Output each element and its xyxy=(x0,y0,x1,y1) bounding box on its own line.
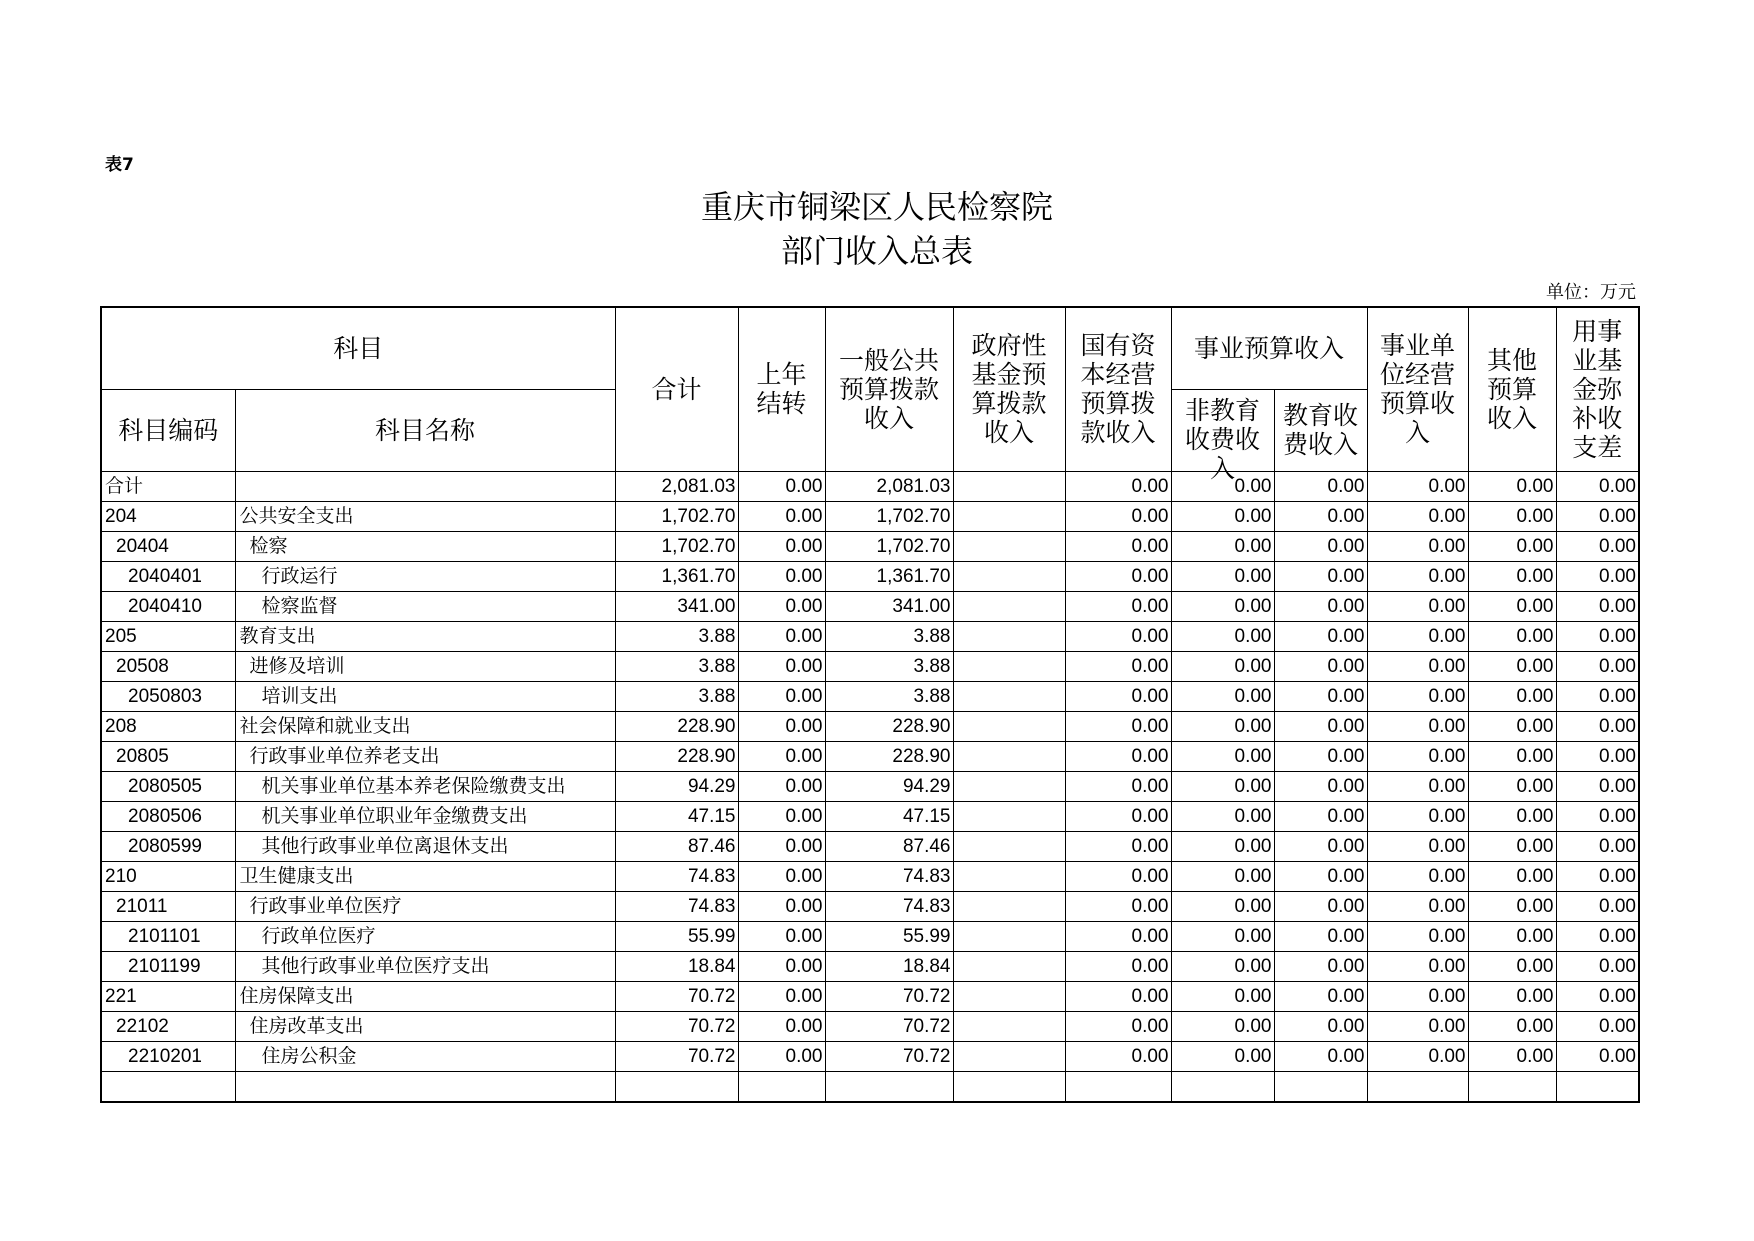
cell-gov-fund xyxy=(953,651,1065,681)
header-fund-makeup: 用事业基金弥补收支差 xyxy=(1556,307,1639,471)
cell-name: 机关事业单位基本养老保险缴费支出 xyxy=(235,771,615,801)
cell-state-capital: 0.00 xyxy=(1065,801,1171,831)
cell-state-capital: 0.00 xyxy=(1065,561,1171,591)
cell-total: 1,702.70 xyxy=(615,531,738,561)
cell-edu: 0.00 xyxy=(1274,531,1367,561)
cell-total: 1,361.70 xyxy=(615,561,738,591)
cell-carryover: 0.00 xyxy=(738,801,825,831)
cell-other: 0.00 xyxy=(1468,561,1556,591)
cell-other: 0.00 xyxy=(1468,1011,1556,1041)
header-name: 科目名称 xyxy=(235,389,615,471)
cell-non-edu: 0.00 xyxy=(1171,561,1274,591)
cell-fund-makeup: 0.00 xyxy=(1556,981,1639,1011)
cell-unit-operation: 0.00 xyxy=(1367,951,1468,981)
cell-general: 70.72 xyxy=(825,1041,953,1071)
cell-name xyxy=(235,471,615,501)
cell-name: 进修及培训 xyxy=(235,651,615,681)
cell-edu: 0.00 xyxy=(1274,711,1367,741)
cell-fund-makeup: 0.00 xyxy=(1556,771,1639,801)
cell-carryover: 0.00 xyxy=(738,531,825,561)
cell-code: 20404 xyxy=(101,531,235,561)
cell-non-edu: 0.00 xyxy=(1171,501,1274,531)
cell-name: 社会保障和就业支出 xyxy=(235,711,615,741)
cell-unit-operation: 0.00 xyxy=(1367,561,1468,591)
cell-name xyxy=(235,1071,615,1102)
cell-carryover: 0.00 xyxy=(738,591,825,621)
cell-carryover: 0.00 xyxy=(738,621,825,651)
income-summary-table xyxy=(100,306,1640,1103)
cell-non-edu: 0.00 xyxy=(1171,921,1274,951)
cell-non-edu: 0.00 xyxy=(1171,831,1274,861)
cell-edu: 0.00 xyxy=(1274,981,1367,1011)
cell-state-capital: 0.00 xyxy=(1065,831,1171,861)
cell-other: 0.00 xyxy=(1468,891,1556,921)
cell-total: 3.88 xyxy=(615,621,738,651)
cell-general: 3.88 xyxy=(825,621,953,651)
cell-edu: 0.00 xyxy=(1274,591,1367,621)
cell-name: 住房公积金 xyxy=(235,1041,615,1071)
cell-name: 检察监督 xyxy=(235,591,615,621)
header-business-income: 事业预算收入 xyxy=(1171,307,1367,389)
table-row xyxy=(101,771,1639,801)
cell-state-capital: 0.00 xyxy=(1065,891,1171,921)
cell-edu: 0.00 xyxy=(1274,651,1367,681)
cell-state-capital: 0.00 xyxy=(1065,861,1171,891)
cell-carryover: 0.00 xyxy=(738,681,825,711)
cell-total: 2,081.03 xyxy=(615,471,738,501)
cell-general: 70.72 xyxy=(825,981,953,1011)
cell-fund-makeup: 0.00 xyxy=(1556,651,1639,681)
cell-carryover: 0.00 xyxy=(738,471,825,501)
cell-code: 2080599 xyxy=(101,831,235,861)
table-row xyxy=(101,711,1639,741)
cell-state-capital: 0.00 xyxy=(1065,501,1171,531)
table-row xyxy=(101,531,1639,561)
cell-other: 0.00 xyxy=(1468,801,1556,831)
cell-carryover: 0.00 xyxy=(738,711,825,741)
cell-gov-fund xyxy=(953,921,1065,951)
cell-edu: 0.00 xyxy=(1274,801,1367,831)
cell-fund-makeup: 0.00 xyxy=(1556,591,1639,621)
cell-fund-makeup: 0.00 xyxy=(1556,801,1639,831)
cell-carryover: 0.00 xyxy=(738,501,825,531)
cell-gov-fund xyxy=(953,501,1065,531)
cell-carryover: 0.00 xyxy=(738,981,825,1011)
table-row xyxy=(101,1011,1639,1041)
cell-other: 0.00 xyxy=(1468,831,1556,861)
table-row xyxy=(101,831,1639,861)
cell-total: 74.83 xyxy=(615,891,738,921)
cell-gov-fund xyxy=(953,561,1065,591)
cell-carryover: 0.00 xyxy=(738,741,825,771)
cell-fund-makeup: 0.00 xyxy=(1556,681,1639,711)
cell-code: 2210201 xyxy=(101,1041,235,1071)
table-row xyxy=(101,681,1639,711)
cell-fund-makeup: 0.00 xyxy=(1556,951,1639,981)
cell-state-capital: 0.00 xyxy=(1065,1041,1171,1071)
cell-state-capital: 0.00 xyxy=(1065,951,1171,981)
cell-code: 2040410 xyxy=(101,591,235,621)
cell-gov-fund xyxy=(953,621,1065,651)
cell-unit-operation: 0.00 xyxy=(1367,591,1468,621)
cell-other: 0.00 xyxy=(1468,681,1556,711)
cell-total: 47.15 xyxy=(615,801,738,831)
header-gov-fund: 政府性基金预算拨款收入 xyxy=(953,307,1065,471)
header-carryover: 上年结转 xyxy=(738,307,825,471)
table-row xyxy=(101,951,1639,981)
cell-non-edu: 0.00 xyxy=(1171,1041,1274,1071)
cell-carryover: 0.00 xyxy=(738,891,825,921)
cell-gov-fund xyxy=(953,711,1065,741)
cell-carryover: 0.00 xyxy=(738,771,825,801)
cell-unit-operation: 0.00 xyxy=(1367,621,1468,651)
cell-state-capital: 0.00 xyxy=(1065,681,1171,711)
cell-non-edu: 0.00 xyxy=(1171,621,1274,651)
cell-non-edu: 0.00 xyxy=(1171,681,1274,711)
cell-fund-makeup: 0.00 xyxy=(1556,471,1639,501)
cell-edu: 0.00 xyxy=(1274,891,1367,921)
cell-unit-operation: 0.00 xyxy=(1367,861,1468,891)
cell-total: 70.72 xyxy=(615,1011,738,1041)
table-row xyxy=(101,621,1639,651)
cell-edu: 0.00 xyxy=(1274,831,1367,861)
table-row xyxy=(101,591,1639,621)
cell-other: 0.00 xyxy=(1468,531,1556,561)
cell-edu: 0.00 xyxy=(1274,1011,1367,1041)
header-edu-fee: 教育收费收入 xyxy=(1274,389,1367,471)
cell-unit-operation: 0.00 xyxy=(1367,981,1468,1011)
cell-non-edu: 0.00 xyxy=(1171,951,1274,981)
cell-total: 94.29 xyxy=(615,771,738,801)
cell-other: 0.00 xyxy=(1468,981,1556,1011)
cell-code: 221 xyxy=(101,981,235,1011)
cell-non-edu: 0.00 xyxy=(1171,741,1274,771)
cell-non-edu: 0.00 xyxy=(1171,891,1274,921)
table-row xyxy=(101,921,1639,951)
table-row xyxy=(101,741,1639,771)
cell-name: 行政单位医疗 xyxy=(235,921,615,951)
cell-other: 0.00 xyxy=(1468,861,1556,891)
cell-unit-operation: 0.00 xyxy=(1367,501,1468,531)
cell-name: 教育支出 xyxy=(235,621,615,651)
cell-other xyxy=(1468,1071,1556,1102)
cell-general: 47.15 xyxy=(825,801,953,831)
cell-code: 2040401 xyxy=(101,561,235,591)
cell-general: 228.90 xyxy=(825,741,953,771)
cell-non-edu: 0.00 xyxy=(1171,981,1274,1011)
cell-edu: 0.00 xyxy=(1274,861,1367,891)
cell-fund-makeup: 0.00 xyxy=(1556,831,1639,861)
cell-non-edu: 0.00 xyxy=(1171,1011,1274,1041)
cell-gov-fund xyxy=(953,951,1065,981)
cell-edu: 0.00 xyxy=(1274,741,1367,771)
cell-code: 22102 xyxy=(101,1011,235,1041)
cell-general xyxy=(825,1071,953,1102)
table-row xyxy=(101,981,1639,1011)
cell-total: 3.88 xyxy=(615,681,738,711)
cell-other: 0.00 xyxy=(1468,471,1556,501)
cell-code: 2080506 xyxy=(101,801,235,831)
cell-gov-fund xyxy=(953,531,1065,561)
cell-edu: 0.00 xyxy=(1274,921,1367,951)
cell-edu: 0.00 xyxy=(1274,771,1367,801)
cell-unit-operation: 0.00 xyxy=(1367,531,1468,561)
cell-unit-operation: 0.00 xyxy=(1367,741,1468,771)
table-row xyxy=(101,1041,1639,1071)
cell-general: 1,702.70 xyxy=(825,531,953,561)
cell-non-edu xyxy=(1171,1071,1274,1102)
cell-code: 2101101 xyxy=(101,921,235,951)
cell-fund-makeup: 0.00 xyxy=(1556,711,1639,741)
cell-fund-makeup: 0.00 xyxy=(1556,1041,1639,1071)
table-row xyxy=(101,891,1639,921)
cell-state-capital xyxy=(1065,1071,1171,1102)
cell-edu: 0.00 xyxy=(1274,1041,1367,1071)
cell-name: 行政事业单位医疗 xyxy=(235,891,615,921)
cell-name: 公共安全支出 xyxy=(235,501,615,531)
cell-state-capital: 0.00 xyxy=(1065,741,1171,771)
cell-other: 0.00 xyxy=(1468,771,1556,801)
table-number: 表7 xyxy=(105,155,134,175)
cell-code: 合计 xyxy=(101,471,235,501)
cell-carryover: 0.00 xyxy=(738,651,825,681)
cell-name: 其他行政事业单位离退休支出 xyxy=(235,831,615,861)
cell-edu xyxy=(1274,1071,1367,1102)
cell-total: 70.72 xyxy=(615,981,738,1011)
cell-general: 2,081.03 xyxy=(825,471,953,501)
cell-unit-operation: 0.00 xyxy=(1367,1041,1468,1071)
cell-total: 70.72 xyxy=(615,1041,738,1071)
cell-non-edu: 0.00 xyxy=(1171,471,1274,501)
cell-general: 3.88 xyxy=(825,681,953,711)
cell-edu: 0.00 xyxy=(1274,681,1367,711)
cell-gov-fund xyxy=(953,801,1065,831)
cell-name: 培训支出 xyxy=(235,681,615,711)
table-row xyxy=(101,561,1639,591)
cell-non-edu: 0.00 xyxy=(1171,591,1274,621)
header-non-edu-fee: 非教育收费收入 xyxy=(1171,389,1274,471)
cell-fund-makeup: 0.00 xyxy=(1556,531,1639,561)
cell-non-edu: 0.00 xyxy=(1171,771,1274,801)
header-unit-operation: 事业单位经营预算收入 xyxy=(1367,307,1468,471)
cell-total: 228.90 xyxy=(615,741,738,771)
cell-name: 住房保障支出 xyxy=(235,981,615,1011)
cell-non-edu: 0.00 xyxy=(1171,861,1274,891)
cell-general: 1,361.70 xyxy=(825,561,953,591)
cell-code: 2050803 xyxy=(101,681,235,711)
cell-unit-operation: 0.00 xyxy=(1367,711,1468,741)
cell-total: 1,702.70 xyxy=(615,501,738,531)
cell-edu: 0.00 xyxy=(1274,471,1367,501)
table-row xyxy=(101,471,1639,501)
cell-gov-fund xyxy=(953,681,1065,711)
cell-edu: 0.00 xyxy=(1274,501,1367,531)
table-title: 部门收入总表 xyxy=(780,232,973,270)
header-code: 科目编码 xyxy=(101,389,235,471)
cell-state-capital: 0.00 xyxy=(1065,591,1171,621)
cell-fund-makeup: 0.00 xyxy=(1556,741,1639,771)
cell-other: 0.00 xyxy=(1468,921,1556,951)
cell-fund-makeup xyxy=(1556,1071,1639,1102)
cell-carryover: 0.00 xyxy=(738,831,825,861)
table-row xyxy=(101,801,1639,831)
cell-other: 0.00 xyxy=(1468,711,1556,741)
cell-unit-operation xyxy=(1367,1071,1468,1102)
cell-other: 0.00 xyxy=(1468,651,1556,681)
cell-code: 205 xyxy=(101,621,235,651)
cell-name: 检察 xyxy=(235,531,615,561)
cell-name: 住房改革支出 xyxy=(235,1011,615,1041)
cell-general: 55.99 xyxy=(825,921,953,951)
cell-unit-operation: 0.00 xyxy=(1367,1011,1468,1041)
cell-gov-fund xyxy=(953,1071,1065,1102)
cell-code: 20508 xyxy=(101,651,235,681)
cell-state-capital: 0.00 xyxy=(1065,531,1171,561)
cell-name: 行政事业单位养老支出 xyxy=(235,741,615,771)
cell-state-capital: 0.00 xyxy=(1065,711,1171,741)
cell-name: 卫生健康支出 xyxy=(235,861,615,891)
cell-state-capital: 0.00 xyxy=(1065,621,1171,651)
cell-fund-makeup: 0.00 xyxy=(1556,921,1639,951)
cell-edu: 0.00 xyxy=(1274,561,1367,591)
cell-carryover: 0.00 xyxy=(738,1011,825,1041)
cell-general: 3.88 xyxy=(825,651,953,681)
organization-title: 重庆市铜梁区人民检察院 xyxy=(700,188,1053,226)
unit-label: 单位：万元 xyxy=(1546,282,1636,303)
cell-unit-operation: 0.00 xyxy=(1367,471,1468,501)
cell-state-capital: 0.00 xyxy=(1065,771,1171,801)
cell-other: 0.00 xyxy=(1468,501,1556,531)
cell-carryover: 0.00 xyxy=(738,561,825,591)
cell-carryover: 0.00 xyxy=(738,921,825,951)
cell-other: 0.00 xyxy=(1468,951,1556,981)
cell-total: 228.90 xyxy=(615,711,738,741)
cell-code: 21011 xyxy=(101,891,235,921)
cell-fund-makeup: 0.00 xyxy=(1556,621,1639,651)
cell-state-capital: 0.00 xyxy=(1065,471,1171,501)
cell-state-capital: 0.00 xyxy=(1065,651,1171,681)
cell-code: 208 xyxy=(101,711,235,741)
cell-other: 0.00 xyxy=(1468,741,1556,771)
cell-fund-makeup: 0.00 xyxy=(1556,501,1639,531)
cell-name: 机关事业单位职业年金缴费支出 xyxy=(235,801,615,831)
cell-code: 2080505 xyxy=(101,771,235,801)
header-other-income: 其他预算收入 xyxy=(1468,307,1556,471)
cell-gov-fund xyxy=(953,471,1065,501)
cell-state-capital: 0.00 xyxy=(1065,981,1171,1011)
cell-state-capital: 0.00 xyxy=(1065,1011,1171,1041)
cell-general: 74.83 xyxy=(825,861,953,891)
cell-carryover: 0.00 xyxy=(738,861,825,891)
cell-total: 55.99 xyxy=(615,921,738,951)
cell-fund-makeup: 0.00 xyxy=(1556,561,1639,591)
cell-other: 0.00 xyxy=(1468,1041,1556,1071)
cell-unit-operation: 0.00 xyxy=(1367,771,1468,801)
table-row xyxy=(101,651,1639,681)
cell-total: 18.84 xyxy=(615,951,738,981)
table-row xyxy=(101,1071,1639,1102)
cell-unit-operation: 0.00 xyxy=(1367,921,1468,951)
cell-gov-fund xyxy=(953,1041,1065,1071)
cell-general: 74.83 xyxy=(825,891,953,921)
cell-fund-makeup: 0.00 xyxy=(1556,1011,1639,1041)
cell-code xyxy=(101,1071,235,1102)
cell-total: 74.83 xyxy=(615,861,738,891)
cell-general: 87.46 xyxy=(825,831,953,861)
table-row xyxy=(101,501,1639,531)
cell-unit-operation: 0.00 xyxy=(1367,801,1468,831)
header-general-budget: 一般公共预算拨款收入 xyxy=(825,307,953,471)
cell-non-edu: 0.00 xyxy=(1171,801,1274,831)
cell-general: 70.72 xyxy=(825,1011,953,1041)
cell-edu: 0.00 xyxy=(1274,951,1367,981)
cell-total: 87.46 xyxy=(615,831,738,861)
cell-gov-fund xyxy=(953,831,1065,861)
cell-carryover: 0.00 xyxy=(738,1041,825,1071)
cell-non-edu: 0.00 xyxy=(1171,711,1274,741)
cell-non-edu: 0.00 xyxy=(1171,531,1274,561)
cell-gov-fund xyxy=(953,861,1065,891)
cell-unit-operation: 0.00 xyxy=(1367,831,1468,861)
cell-code: 2101199 xyxy=(101,951,235,981)
cell-gov-fund xyxy=(953,771,1065,801)
cell-total: 3.88 xyxy=(615,651,738,681)
cell-gov-fund xyxy=(953,891,1065,921)
cell-carryover xyxy=(738,1071,825,1102)
cell-name: 其他行政事业单位医疗支出 xyxy=(235,951,615,981)
cell-fund-makeup: 0.00 xyxy=(1556,861,1639,891)
table-row xyxy=(101,861,1639,891)
cell-fund-makeup: 0.00 xyxy=(1556,891,1639,921)
cell-edu: 0.00 xyxy=(1274,621,1367,651)
cell-state-capital: 0.00 xyxy=(1065,921,1171,951)
header-total: 合计 xyxy=(615,307,738,471)
cell-general: 18.84 xyxy=(825,951,953,981)
cell-code: 210 xyxy=(101,861,235,891)
cell-general: 94.29 xyxy=(825,771,953,801)
cell-other: 0.00 xyxy=(1468,591,1556,621)
cell-general: 1,702.70 xyxy=(825,501,953,531)
cell-code: 204 xyxy=(101,501,235,531)
cell-unit-operation: 0.00 xyxy=(1367,681,1468,711)
cell-total xyxy=(615,1071,738,1102)
cell-unit-operation: 0.00 xyxy=(1367,651,1468,681)
cell-code: 20805 xyxy=(101,741,235,771)
cell-gov-fund xyxy=(953,981,1065,1011)
cell-gov-fund xyxy=(953,741,1065,771)
header-state-capital: 国有资本经营预算拨款收入 xyxy=(1065,307,1171,471)
cell-other: 0.00 xyxy=(1468,621,1556,651)
header-subject: 科目 xyxy=(101,307,615,389)
cell-unit-operation: 0.00 xyxy=(1367,891,1468,921)
cell-gov-fund xyxy=(953,1011,1065,1041)
cell-gov-fund xyxy=(953,591,1065,621)
cell-general: 341.00 xyxy=(825,591,953,621)
cell-carryover: 0.00 xyxy=(738,951,825,981)
cell-non-edu: 0.00 xyxy=(1171,651,1274,681)
cell-name: 行政运行 xyxy=(235,561,615,591)
cell-general: 228.90 xyxy=(825,711,953,741)
cell-total: 341.00 xyxy=(615,591,738,621)
